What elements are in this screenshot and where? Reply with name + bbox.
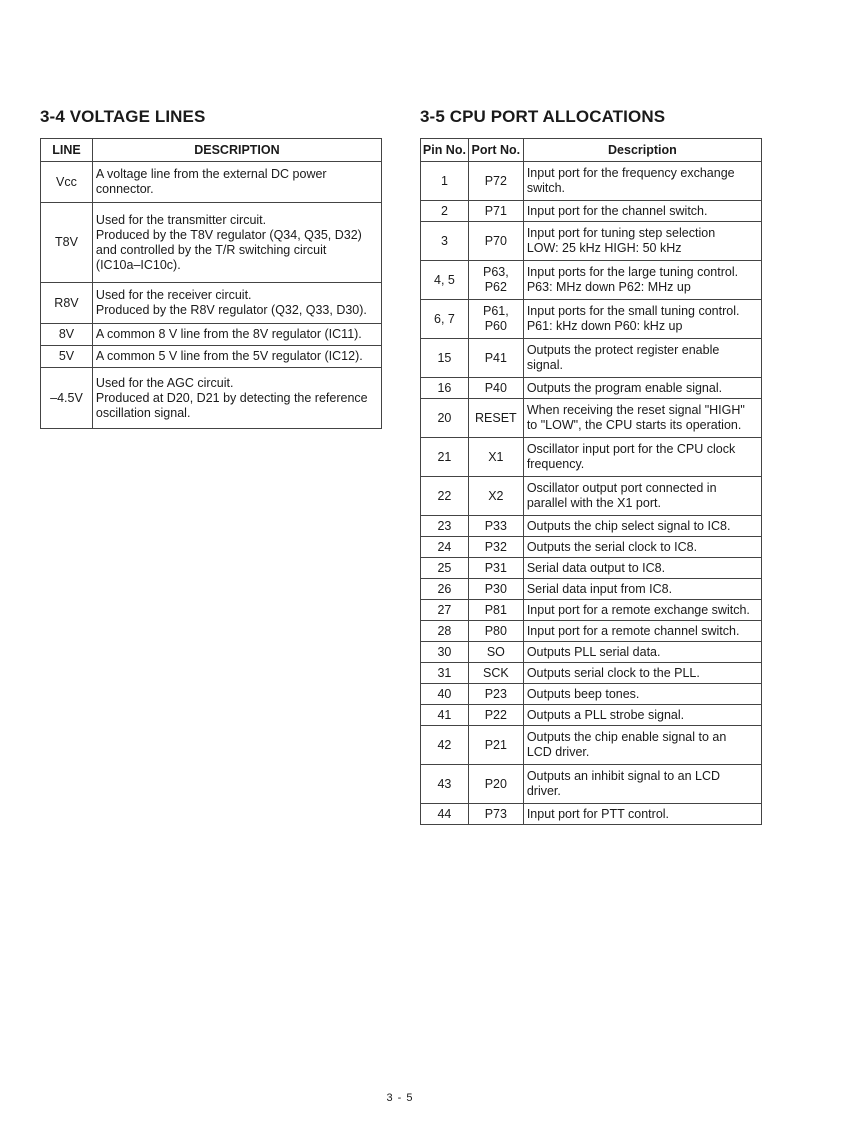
port-cell: P33 — [468, 516, 523, 537]
line-cell: R8V — [41, 283, 93, 324]
column-header-description: DESCRIPTION — [92, 139, 381, 162]
pin-cell: 16 — [421, 378, 469, 399]
port-cell: X2 — [468, 477, 523, 516]
description-line: Input ports for the large tuning control. — [526, 265, 739, 279]
cpu-port-table — [420, 138, 762, 825]
port-cell: P20 — [468, 765, 523, 804]
description-line: Input port for PTT control. — [526, 806, 670, 821]
pin-cell: 6, 7 — [421, 300, 469, 339]
table-row — [41, 346, 382, 368]
line-cell: T8V — [41, 203, 93, 283]
description-line: LCD driver. — [526, 745, 590, 759]
description-cell — [523, 705, 761, 726]
pin-cell: 24 — [421, 537, 469, 558]
port-cell: P81 — [468, 600, 523, 621]
pin-cell: 42 — [421, 726, 469, 765]
pin-cell: 40 — [421, 684, 469, 705]
port-cell: P61, P60 — [468, 300, 523, 339]
table-row — [421, 804, 762, 825]
pin-cell: 23 — [421, 516, 469, 537]
description-cell — [92, 324, 381, 346]
table-row — [421, 516, 762, 537]
description-cell — [523, 399, 761, 438]
port-cell: P21 — [468, 726, 523, 765]
port-cell: P23 — [468, 684, 523, 705]
description-line: Outputs PLL serial data. — [526, 644, 661, 659]
pin-cell: 21 — [421, 438, 469, 477]
port-cell: P32 — [468, 537, 523, 558]
description-line: Input port for tuning step selection — [526, 226, 716, 240]
cpu-port-section — [420, 106, 763, 825]
description-line: Oscillator input port for the CPU clock — [526, 442, 736, 456]
description-line: P63: MHz down P62: MHz up — [526, 280, 691, 294]
description-cell — [523, 300, 761, 339]
port-cell: P63, P62 — [468, 261, 523, 300]
table-row — [421, 222, 762, 261]
description-line: (IC10a–IC10c). — [95, 257, 181, 272]
port-cell: P72 — [468, 162, 523, 201]
description-line: Outputs an inhibit signal to an LCD — [526, 769, 720, 783]
description-cell — [92, 162, 381, 203]
description-cell — [523, 516, 761, 537]
pin-cell: 4, 5 — [421, 261, 469, 300]
voltage-lines-title: 3-4 VOLTAGE LINES — [40, 107, 206, 126]
table-row — [421, 378, 762, 399]
description-line: Serial data input from IC8. — [526, 581, 673, 596]
table-header-row — [41, 139, 382, 162]
port-cell: P30 — [468, 579, 523, 600]
table-row — [421, 201, 762, 222]
description-cell — [523, 537, 761, 558]
description-line: driver. — [526, 784, 561, 798]
description-line: LOW: 25 kHz HIGH: 50 kHz — [526, 241, 682, 255]
pin-cell: 43 — [421, 765, 469, 804]
pin-cell: 30 — [421, 642, 469, 663]
description-cell — [523, 621, 761, 642]
table-row — [421, 399, 762, 438]
description-line: Outputs beep tones. — [526, 686, 640, 701]
description-cell — [92, 203, 381, 283]
description-line: A common 8 V line from the 8V regulator (IC11). — [95, 327, 362, 341]
description-cell — [523, 438, 761, 477]
pin-cell: 31 — [421, 663, 469, 684]
description-line: Input port for a remote exchange switch. — [526, 602, 750, 617]
description-cell — [523, 162, 761, 201]
description-line: Produced by the R8V regulator (Q32, Q33, D30). — [95, 303, 367, 317]
description-cell — [523, 684, 761, 705]
description-line: Input port for the channel switch. — [526, 203, 708, 218]
table-row — [421, 663, 762, 684]
table-row — [421, 642, 762, 663]
pin-cell: 15 — [421, 339, 469, 378]
column-header-line: LINE — [41, 139, 93, 162]
line-cell: 5V — [41, 346, 93, 368]
page-number: 3 - 5 — [386, 1092, 414, 1104]
port-cell: P71 — [468, 201, 523, 222]
description-cell — [523, 804, 761, 825]
description-line: oscillation signal. — [95, 405, 191, 420]
description-line: parallel with the X1 port. — [526, 496, 661, 510]
line-cell: Vcc — [41, 162, 93, 203]
description-line: connector. — [95, 182, 154, 196]
description-cell — [523, 261, 761, 300]
table-row — [421, 162, 762, 201]
description-cell — [523, 558, 761, 579]
table-row — [421, 579, 762, 600]
description-line: Outputs serial clock to the PLL. — [526, 665, 700, 680]
description-line: Used for the receiver circuit. — [95, 288, 252, 302]
column-header-pin: Pin No. — [421, 139, 469, 162]
port-cell: X1 — [468, 438, 523, 477]
description-line: A voltage line from the external DC power — [95, 167, 327, 181]
cpu-port-title: 3-5 CPU PORT ALLOCATIONS — [420, 107, 666, 126]
table-row — [41, 324, 382, 346]
description-line: Input ports for the small tuning control. — [526, 304, 740, 318]
table-row — [421, 537, 762, 558]
table-row — [421, 261, 762, 300]
table-row — [421, 621, 762, 642]
table-row — [421, 765, 762, 804]
table-row — [421, 438, 762, 477]
voltage-lines-table — [40, 138, 382, 429]
description-line: and controlled by the T/R switching circuit — [95, 242, 327, 257]
voltage-lines-section — [40, 106, 382, 429]
description-line: A common 5 V line from the 5V regulator (IC12). — [95, 349, 363, 363]
table-row — [421, 339, 762, 378]
description-cell — [523, 579, 761, 600]
description-line: Used for the transmitter circuit. — [95, 212, 267, 227]
pin-cell: 20 — [421, 399, 469, 438]
table-row — [421, 477, 762, 516]
description-line: Outputs the protect register enable — [526, 343, 720, 357]
table-header-row — [421, 139, 762, 162]
description-line: Outputs the program enable signal. — [526, 380, 723, 395]
description-line: to "LOW", the CPU starts its operation. — [526, 418, 742, 432]
description-line: signal. — [526, 358, 563, 372]
description-cell — [523, 726, 761, 765]
description-cell — [523, 378, 761, 399]
port-cell: P80 — [468, 621, 523, 642]
description-cell — [92, 368, 381, 429]
description-cell — [523, 663, 761, 684]
pin-cell: 44 — [421, 804, 469, 825]
line-cell: 8V — [41, 324, 93, 346]
description-line: Used for the AGC circuit. — [95, 375, 234, 390]
description-cell — [523, 201, 761, 222]
table-row — [421, 600, 762, 621]
description-line: switch. — [526, 181, 566, 195]
description-line: Outputs the chip select signal to IC8. — [526, 518, 731, 533]
table-row — [421, 300, 762, 339]
description-line: Produced at D20, D21 by detecting the reference — [95, 390, 368, 405]
line-cell: –4.5V — [41, 368, 93, 429]
table-row — [41, 368, 382, 429]
description-line: Serial data output to IC8. — [526, 560, 666, 575]
table-row — [421, 705, 762, 726]
description-line: Input port for the frequency exchange — [526, 166, 735, 180]
pin-cell: 25 — [421, 558, 469, 579]
pin-cell: 26 — [421, 579, 469, 600]
column-header-port: Port No. — [468, 139, 523, 162]
description-cell — [523, 765, 761, 804]
description-cell — [523, 600, 761, 621]
port-cell: SCK — [468, 663, 523, 684]
description-line: Oscillator output port connected in — [526, 481, 717, 495]
port-cell: RESET — [468, 399, 523, 438]
port-cell: P22 — [468, 705, 523, 726]
description-cell — [523, 477, 761, 516]
table-row — [41, 283, 382, 324]
port-cell: P41 — [468, 339, 523, 378]
port-cell: SO — [468, 642, 523, 663]
table-row — [41, 203, 382, 283]
description-line: Outputs the serial clock to IC8. — [526, 539, 698, 554]
table-row — [41, 162, 382, 203]
description-line: Outputs the chip enable signal to an — [526, 730, 727, 744]
description-line: Produced by the T8V regulator (Q34, Q35, D32) — [95, 227, 362, 242]
table-row — [421, 726, 762, 765]
table-row — [421, 684, 762, 705]
pin-cell: 3 — [421, 222, 469, 261]
description-cell — [523, 339, 761, 378]
description-cell — [92, 283, 381, 324]
port-cell: P70 — [468, 222, 523, 261]
pin-cell: 41 — [421, 705, 469, 726]
description-line: When receiving the reset signal "HIGH" — [526, 403, 745, 417]
port-cell: P31 — [468, 558, 523, 579]
description-line: frequency. — [526, 457, 585, 471]
column-header-description: Description — [523, 139, 761, 162]
pin-cell: 1 — [421, 162, 469, 201]
description-line: Outputs a PLL strobe signal. — [526, 707, 685, 722]
description-cell — [92, 346, 381, 368]
pin-cell: 2 — [421, 201, 469, 222]
description-cell — [523, 222, 761, 261]
table-row — [421, 558, 762, 579]
port-cell: P73 — [468, 804, 523, 825]
pin-cell: 28 — [421, 621, 469, 642]
description-cell — [523, 642, 761, 663]
pin-cell: 27 — [421, 600, 469, 621]
port-cell: P40 — [468, 378, 523, 399]
pin-cell: 22 — [421, 477, 469, 516]
description-line: Input port for a remote channel switch. — [526, 623, 740, 638]
description-line: P61: kHz down P60: kHz up — [526, 319, 683, 333]
